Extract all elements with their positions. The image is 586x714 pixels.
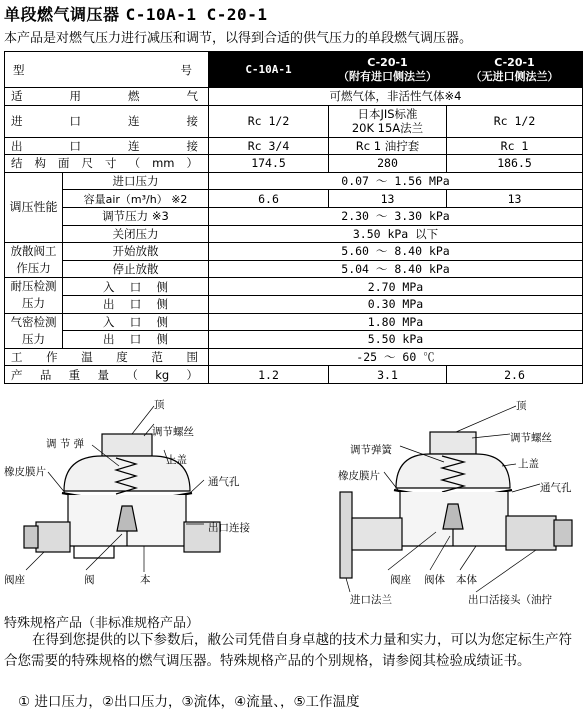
relief-start-value: 5.60 ～ 8.40 kPa (209, 243, 583, 261)
outlet-label: 出口连接 (5, 137, 209, 155)
inlet-c2-line1: 日本JIS标准 (357, 107, 418, 122)
left-label-spring: 调 节 弹 (46, 438, 85, 450)
inlet-c1: Rc 1/2 (209, 105, 329, 137)
table-row (5, 155, 583, 173)
size-c3: 186.5 (447, 155, 583, 173)
reg-capacity-c1: 6.6 (209, 190, 329, 208)
gas-label: 适用燃气 (5, 88, 209, 106)
right-label-outlet-nut: 出口活接头（油拧 (468, 594, 552, 606)
left-regulator-section (4, 396, 254, 606)
size-c1: 174.5 (209, 155, 329, 173)
regulation-group-label: 调压性能 (5, 172, 63, 242)
left-label-upper-cover: 上盖 (166, 454, 187, 466)
special-spec-params: ① 进口压力，②出口压力，③流体，④流量、，⑤工作温度 (18, 694, 360, 710)
left-label-body: 本 (140, 574, 151, 586)
tight-in-label: 入口侧 (63, 313, 209, 331)
table-row (5, 243, 583, 261)
reg-capacity-label: 容量air（m³/h） ※2 (63, 190, 209, 208)
tight-out-value: 5.50 kPa (209, 331, 583, 349)
gas-value: 可燃气体，非活性气体※4 (209, 88, 583, 106)
pressure-test-group-label: 耐压检测压力 (5, 278, 63, 313)
weight-label: 产品重量（kg） (5, 366, 209, 384)
tightness-test-group-label: 气密检测压力 (5, 313, 63, 348)
inlet-label: 进口连接 (5, 105, 209, 137)
table-row (5, 348, 583, 366)
right-regulator-drawing (326, 396, 576, 606)
inlet-c3: Rc 1/2 (447, 105, 583, 137)
tight-in-value: 1.80 MPa (209, 313, 583, 331)
size-c2: 280 (329, 155, 447, 173)
right-label-vent: 通气孔 (540, 482, 572, 494)
temp-label: 工作温度范围 (5, 348, 209, 366)
left-label-vent: 通气孔 (208, 476, 240, 488)
reg-close-value: 3.50 kPa 以下 (209, 225, 583, 243)
temp-value: -25 ～ 60 ℃ (209, 348, 583, 366)
right-label-inlet-flange: 进口法兰 (350, 594, 392, 606)
relief-stop-value: 5.04 ～ 8.40 kPa (209, 260, 583, 278)
inlet-c2-line2: 20K 15A法兰 (351, 121, 424, 136)
title-cn: 单段燃气调压器 (4, 5, 120, 24)
right-label-upper-cover: 上盖 (518, 458, 539, 470)
table-row (5, 260, 583, 278)
model-label-right: 号 (180, 62, 192, 77)
table-row (5, 137, 583, 155)
right-label-spring: 调节弹簧 (350, 444, 392, 456)
table-row (5, 313, 583, 331)
left-label-valve-seat: 阀座 (4, 574, 25, 586)
weight-c3: 2.6 (447, 366, 583, 384)
pressure-out-value: 0.30 MPa (209, 295, 583, 313)
title-model: C-10A-1 C-20-1 (125, 5, 268, 24)
reg-close-label: 关闭压力 (63, 225, 209, 243)
outlet-c2: Rc 1 油拧套 (329, 137, 447, 155)
table-row (5, 105, 583, 137)
left-label-valve: 阀 (84, 574, 95, 586)
weight-c2: 3.1 (329, 366, 447, 384)
table-row (5, 172, 583, 190)
outlet-c3: Rc 1 (447, 137, 583, 155)
model-label-cell (5, 52, 209, 88)
size-label: 结构面尺寸（mm） (5, 155, 209, 173)
reg-inlet-value: 0.07 ～ 1.56 MPa (209, 172, 583, 190)
relief-start-label: 开始放散 (63, 243, 209, 261)
table-row (5, 366, 583, 384)
special-spec-body: 在得到您提供的以下参数后，敝公司凭借自身卓越的技术力量和实力，可以为您定标生产符合您需要的特殊规格的燃气调压器。特殊规格产品的个别规格，请参阅其检验成绩证书。 (4, 632, 572, 669)
header-c2-line2: （附有进口侧法兰） (338, 69, 437, 83)
header-c3-line1: C-20-1 (494, 55, 535, 69)
right-label-valve: 阀体 (424, 574, 445, 586)
tight-out-label: 出口侧 (63, 331, 209, 349)
model-label-left: 型 (13, 62, 25, 77)
pressure-in-label: 入口侧 (63, 278, 209, 296)
table-row (5, 88, 583, 106)
left-label-top: 顶 (154, 399, 165, 411)
reg-inlet-label: 进口压力 (63, 172, 209, 190)
table-row (5, 207, 583, 225)
page-title (4, 2, 267, 25)
weight-c1: 1.2 (209, 366, 329, 384)
intro-text: 本产品是对燃气压力进行减压和调节，以得到合适的供气压力的单段燃气调压器。 (4, 31, 473, 46)
pressure-out-label: 出口侧 (63, 295, 209, 313)
table-row (5, 190, 583, 208)
relief-stop-label: 停止放散 (63, 260, 209, 278)
right-regulator-section (326, 396, 576, 606)
pressure-in-value: 2.70 MPa (209, 278, 583, 296)
model-c201-flange-header (329, 52, 447, 88)
left-label-diaphragm: 橡皮膜片 (4, 466, 46, 478)
reg-set-label: 调节压力 ※3 (63, 207, 209, 225)
model-c201-noflange-header (447, 52, 583, 88)
inlet-c2 (329, 105, 447, 137)
left-label-outlet: 出口连接 (208, 522, 250, 534)
outlet-c1: Rc 3/4 (209, 137, 329, 155)
table-header-row (5, 52, 583, 88)
model-c10a1-header: C-10A-1 (209, 52, 329, 88)
right-label-top: 顶 (516, 400, 527, 412)
table-row (5, 295, 583, 313)
table-row (5, 225, 583, 243)
relief-group-label: 放散阀工作压力 (5, 243, 63, 278)
left-regulator-drawing (4, 396, 254, 606)
header-c3-line2: （无进口侧法兰） (470, 69, 559, 83)
right-label-valve-seat: 阀座 (390, 574, 411, 586)
reg-capacity-c2: 13 (329, 190, 447, 208)
table-row (5, 278, 583, 296)
spec-table (4, 51, 583, 384)
special-spec-title: 特殊规格产品（非标准规格产品） (4, 616, 200, 631)
reg-capacity-c3: 13 (447, 190, 583, 208)
reg-set-value: 2.30 ～ 3.30 kPa (209, 207, 583, 225)
table-row (5, 331, 583, 349)
header-c2-line1: C-20-1 (367, 55, 408, 69)
right-label-diaphragm: 橡皮膜片 (338, 470, 380, 482)
right-label-body: 本体 (456, 574, 477, 586)
right-label-adjust-screw: 调节螺丝 (510, 432, 552, 444)
left-label-adjust-screw: 调节螺丝 (152, 426, 194, 438)
